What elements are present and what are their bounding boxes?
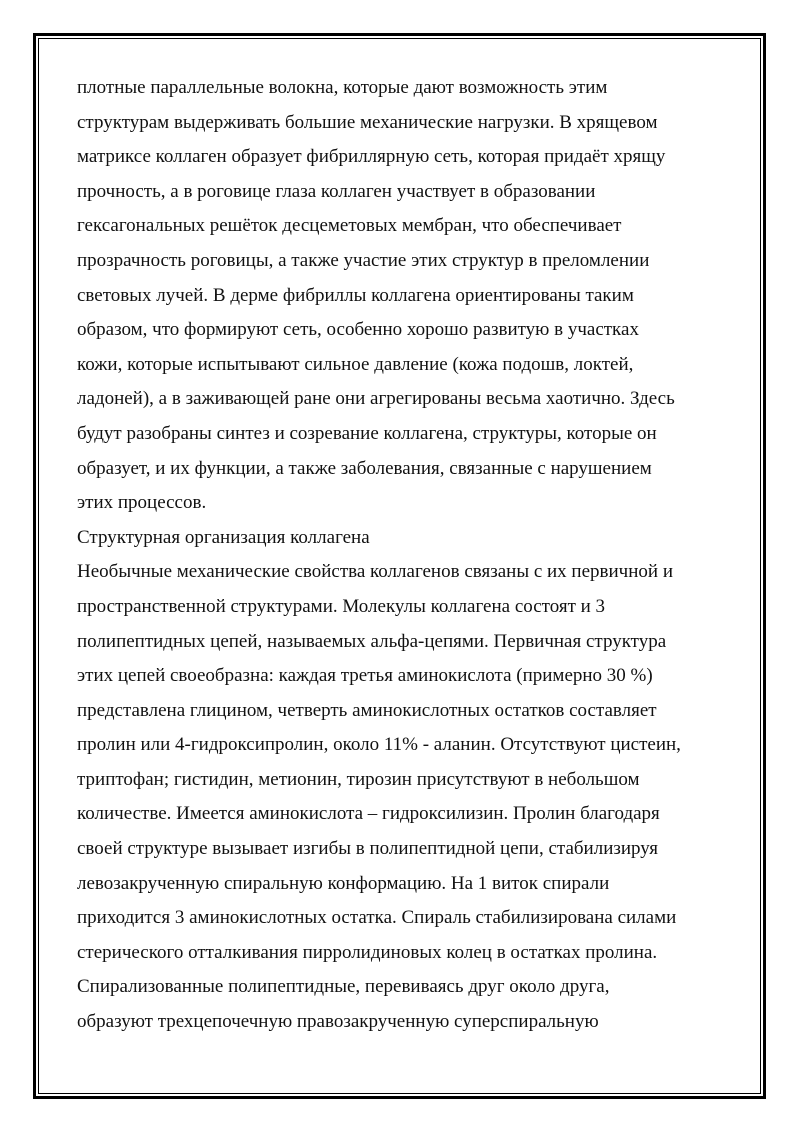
text-line: прозрачность роговицы, а также участие этих структур в преломлении	[77, 249, 650, 271]
text-line: триптофан; гистидин, метионин, тирозин присутствуют в небольшом	[77, 768, 640, 790]
text-line: этих процессов.	[77, 492, 207, 514]
document-body	[77, 71, 737, 1040]
text-line: образом, что формируют сеть, особенно хорошо развитую в участках	[77, 319, 639, 341]
text-line: матриксе коллаген образует фибриллярную сеть, которая придаёт хрящу	[77, 146, 666, 168]
text-line: ладоней), а в заживающей ране они агрегированы весьма хаотично. Здесь	[77, 388, 675, 410]
text-line: плотные параллельные волокна, которые дают возможность этим	[77, 77, 608, 98]
text-line: образуют трехцепочечную правозакрученную суперспиральную	[77, 1011, 599, 1033]
text-line: полипептидных цепей, называемых альфа-цепями. Первичная структура	[77, 630, 667, 652]
text-line: образует, и их функции, а также заболевания, связанные с нарушением	[77, 457, 652, 479]
text-line: приходится 3 аминокислотных остатка. Спираль стабилизирована силами	[77, 907, 677, 929]
text-line: левозакрученную спиральную конформацию. На 1 виток спирали	[77, 872, 610, 894]
text-line: Необычные механические свойства коллагенов связаны с их первичной и	[77, 561, 673, 583]
text-line: кожи, которые испытывают сильное давление (кожа подошв, локтей,	[77, 353, 634, 375]
text-line: пролин или 4-гидроксипролин, около 11% - аланин. Отсутствуют цистеин,	[77, 734, 681, 756]
text-line: будут разобраны синтез и созревание коллагена, структуры, которые он	[77, 422, 657, 444]
text-line: световых лучей. В дерме фибриллы коллагена ориентированы таким	[77, 284, 634, 306]
text-line: стерического отталкивания пирролидиновых колец в остатках пролина.	[77, 941, 658, 963]
text-line: количестве. Имеется аминокислота – гидроксилизин. Пролин благодаря	[77, 803, 660, 825]
text-line: этих цепей своеобразна: каждая третья аминокислота (примерно 30 %)	[77, 665, 653, 687]
text-line: пространственной структурами. Молекулы коллагена состоят и 3	[77, 595, 606, 617]
text-line: структурам выдерживать большие механические нагрузки. В хрящевом	[77, 111, 658, 133]
text-line: представлена глицином, четверть аминокислотных остатков составляет	[77, 699, 657, 721]
text-line: прочность, а в роговице глаза коллаген участвует в образовании	[77, 180, 596, 202]
section-heading: Структурная организация коллагена	[77, 526, 370, 548]
text-line: гексагональных решёток десцеметовых мембран, что обеспечивает	[77, 215, 622, 237]
text-line: Спирализованные полипептидные, перевиваясь друг около друга,	[77, 976, 610, 998]
text-line: своей структуре вызывает изгибы в полипептидной цепи, стабилизируя	[77, 838, 659, 860]
